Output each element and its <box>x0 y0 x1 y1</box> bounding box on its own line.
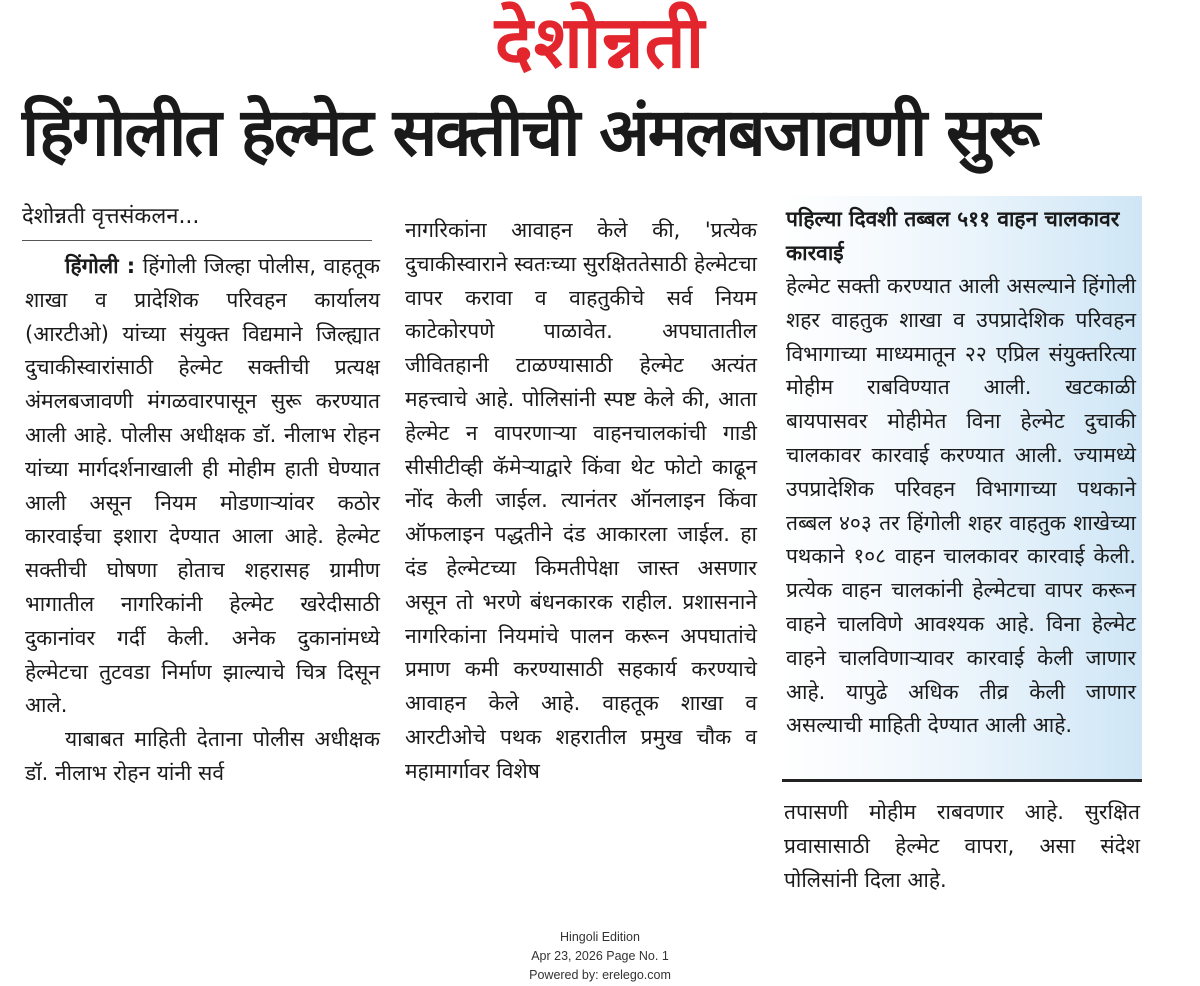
sidebar-box <box>782 196 1142 782</box>
article-paragraph: नागरिकांना आवाहन केले की, 'प्रत्येक दुचाकीस्वाराने स्वतःच्या सुरक्षिततेसाठी हेल्मेटचा वापर करावा व वाहतुकीचे सर्व नियम काटेकोरपणे पाळावेत. अपघातातील जीवितहानी टाळण्यासाठी हेल्मेट अत्यंत महत्त्वाचे आहे. पोलिसांनी स्पष्ट केले की, आता हेल्मेट न वापरणाऱ्या वाहनचालकांची गाडी सीसीटीव्ही कॅमेऱ्याद्वारे किंवा थेट फोटो काढून नोंद केली जाईल. त्यानंतर ऑनलाइन किंवा ऑफलाइन पद्धतीने दंड आकारला जाईल. हा दंड हेल्मेटच्या किमतीपेक्षा जास्त असणार असून तो भरणे बंधनकारक राहील. प्रशासनाने नागरिकांना नियमांचे पालन करून अपघातांचे प्रमाण कमी करण्यासाठी सहकार्य करण्याचे आवाहन केले आहे. वाहतूक शाखा व आरटीओचे पथक शहरातील प्रमुख चौक व महामार्गावर विशेष <box>405 218 757 783</box>
article-paragraph <box>25 250 380 723</box>
article-column-1 <box>25 250 380 791</box>
headline: हिंगोलीत हेल्मेट सक्तीची अंमलबजावणी सुरू <box>22 94 1039 171</box>
article-column-2 <box>405 214 757 789</box>
sidebar-box-body: हेल्मेट सक्ती करण्यात आली असल्याने हिंगोली शहर वाहतुक शाखा व उपप्रादेशिक परिवहन विभागाच्या माध्यमातून २२ एप्रिल संयुक्तरित्या मोहीम राबविण्यात आली. खटकाळी बायपासवर मोहीमेत विना हेल्मेट दुचाकी चालकावर कारवाई करण्यात आली. ज्यामध्ये उपप्रादेशिक परिवहन विभागाच्या पथकाने तब्बल ४०३ तर हिंगोली शहर वाहतुक शाखेच्या पथकाने १०८ वाहन चालकावर कारवाई केली. प्रत्येक वाहन चालकांनी हेल्मेटचा वापर करून वाहने चालविणे आवश्यक आहे. विना हेल्मेट वाहने चालविणाऱ्यावर कारवाई केली जाणार आहे. यापुढे अधिक तीव्र केली जाणार असल्याची माहिती देण्यात आली आहे. <box>786 274 1136 738</box>
dateline: हिंगोली : <box>65 254 136 278</box>
footer-date-page: Apr 23, 2026 Page No. 1 <box>531 949 669 963</box>
footer-edition: Hingoli Edition <box>560 930 640 944</box>
article-paragraph: याबाबत माहिती देताना पोलीस अधीक्षक डॉ. नीलाभ रोहन यांनी सर्व <box>25 727 380 785</box>
byline-divider <box>22 240 372 241</box>
footer-powered-by: Powered by: erelego.com <box>529 968 671 982</box>
byline: देशोन्नती वृत्तसंकलन... <box>22 204 200 229</box>
page-footer <box>0 928 1200 985</box>
paragraph-text: हिंगोली जिल्हा पोलीस, वाहतूक शाखा व प्रादेशिक परिवहन कार्यालय (आरटीओ) यांच्या संयुक्त विद्यमाने जिल्ह्यात दुचाकीस्वारांसाठी हेल्मेट सक्तीची प्रत्यक्ष अंमलबजावणी मंगळवारपासून सुरू करण्यात आली आहे. पोलीस अधीक्षक डॉ. नीलाभ रोहन यांच्या मार्गदर्शनाखाली ही मोहीम हाती घेण्यात आली असून नियम मोडणाऱ्यांवर कठोर कारवाईचा इशारा देण्यात आला आहे. हेल्मेट सक्तीची घोषणा होताच शहरासह ग्रामीण भागातील नागरिकांनी हेल्मेट खरेदीसाठी दुकानांवर गर्दी केली. अनेक दुकानांमध्ये हेल्मेटचा तुटवडा निर्माण झाल्याचे चित्र दिसून आले. <box>25 254 380 718</box>
article-column-3-continuation: तपासणी मोहीम राबवणार आहे. सुरक्षित प्रवासासाठी हेल्मेट वापरा, असा संदेश पोलिसांनी दिला आहे. <box>784 800 1140 892</box>
sidebar-box-title: पहिल्या दिवशी तब्बल ५११ वाहन चालकावर कारवाई <box>786 207 1120 265</box>
masthead-logo: देशोन्नती <box>494 0 706 84</box>
